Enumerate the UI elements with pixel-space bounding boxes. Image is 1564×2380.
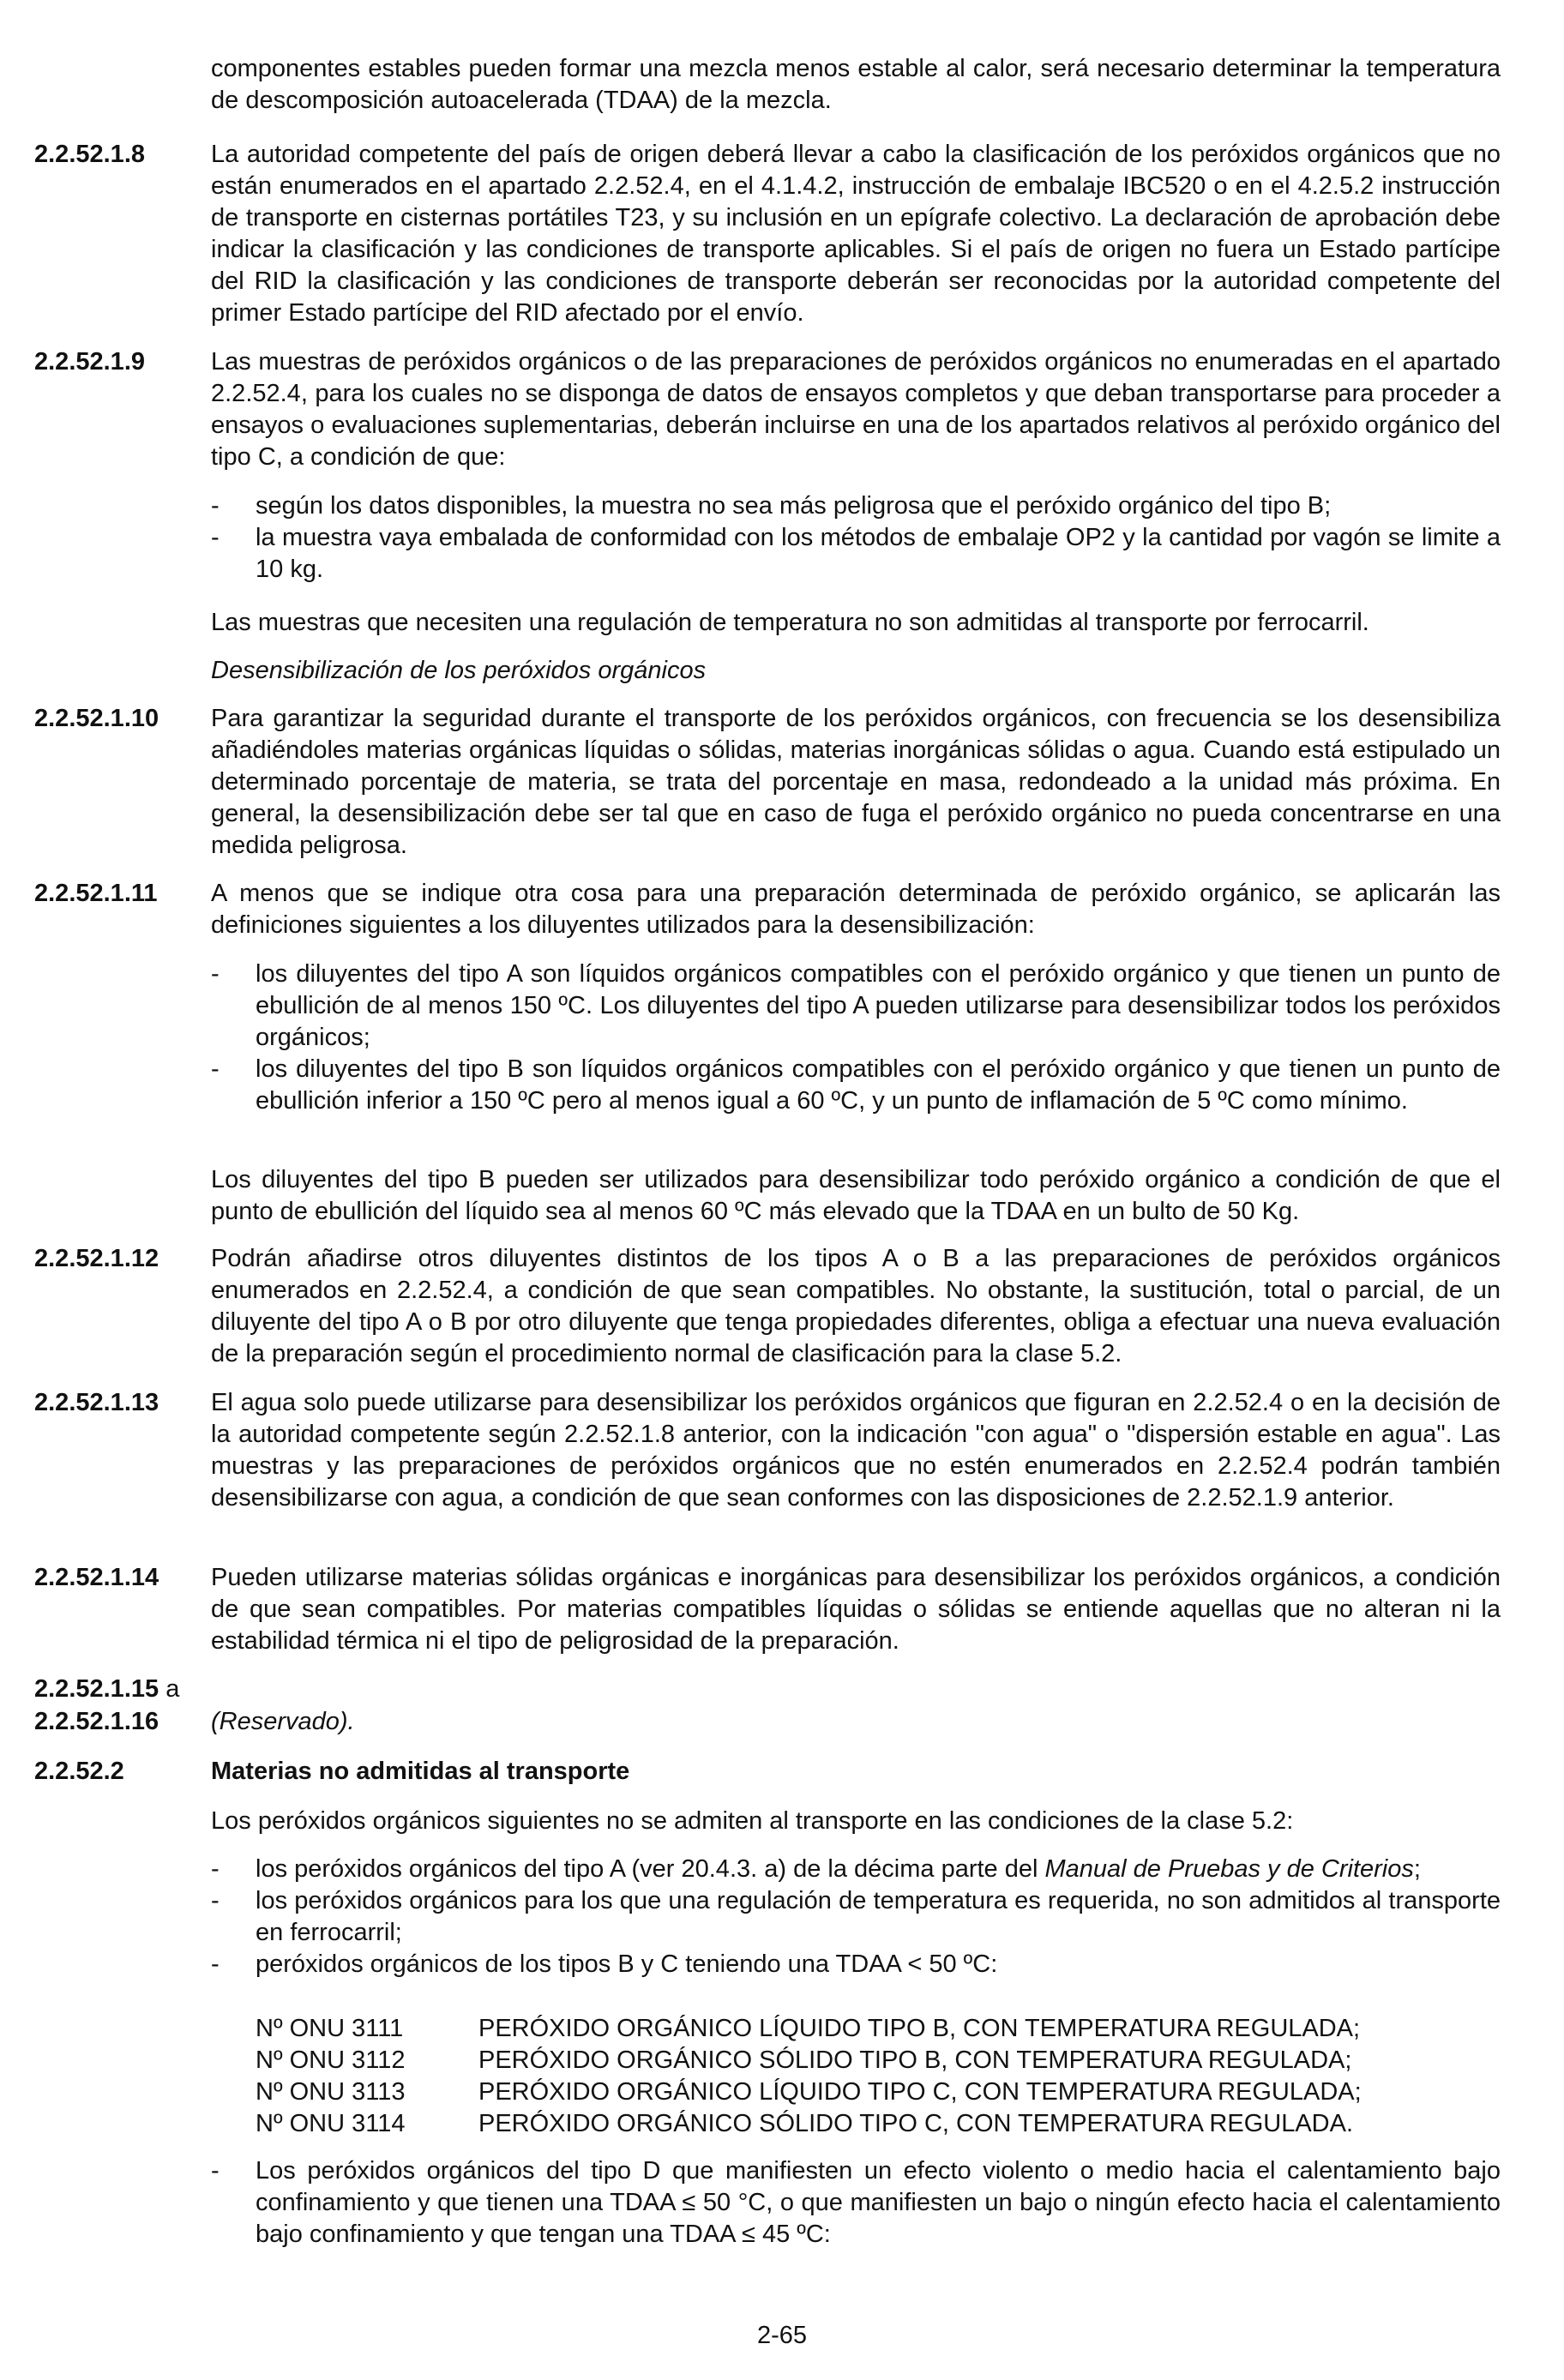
section-text: Pueden utilizarse materias sólidas orgánicas e inorgánicas para desensibilizar los peróxidos orgánicos, a condición de que sean compatibles. Por materias compatibles líquidas o sólidas se entiende aquellas que no alteran ni la estabilidad térmica ni el tipo de peligrosidad de la preparación. <box>211 1564 1501 1655</box>
list-item: - la muestra vaya embalada de conformidad con los métodos de embalaje OP2 y la cantidad por vagón se limite a 10 kg. <box>211 524 1501 583</box>
section-number: 2.2.52.1.16 <box>34 1708 159 1735</box>
section-text: El agua solo puede utilizarse para desensibilizar los peróxidos orgánicos que figuran en 2.2.52.4 o en la decisión de la autoridad competente según 2.2.52.1.8 anterior, con la indicación "con agua" o "dispersión estable en agua". Las muestras y las preparaciones de peróxidos orgánicos que no estén enumerados en 2.2.52.4 podrán también desensibilizarse con agua, a condición de que sean conformes con las disposiciones de 2.2.52.1.9 anterior. <box>211 1389 1501 1512</box>
list-item: - Los peróxidos orgánicos del tipo D que manifiesten un efecto violento o medio hacia el calentamiento bajo confinamiento y que tienen una TDAA ≤ 50 °C, o que manifiesten un bajo o ningún efecto hacia el calentamiento bajo confinamiento y que tengan una TDAA ≤ 45 ºC: <box>211 2157 1501 2248</box>
list-item: - peróxidos orgánicos de los tipos B y C teniendo una TDAA < 50 ºC: <box>211 1950 998 1978</box>
list-item: - los diluyentes del tipo B son líquidos orgánicos compatibles con el peróxido orgánico y que tienen un punto de ebullición inferior a 150 ºC pero al menos igual a 60 ºC, y un punto de inflamación de 5 ºC como mínimo. <box>211 1055 1501 1115</box>
section-number: 2.2.52.1.9 <box>34 348 145 376</box>
list-item: - los diluyentes del tipo A son líquidos orgánicos compatibles con el peróxido orgánico y que tienen un punto de ebullición de al menos 150 ºC. Los diluyentes del tipo A pueden utilizarse para desensibilizar todos los peróxidos orgánicos; <box>211 960 1501 1051</box>
list-item: - según los datos disponibles, la muestra no sea más peligrosa que el peróxido orgánico del tipo B; <box>211 492 1332 520</box>
onu-row: Nº ONU 3114 PERÓXIDO ORGÁNICO SÓLIDO TIPO C, CON TEMPERATURA REGULADA. <box>256 2110 1354 2137</box>
section-title: Materias no admitidas al transporte <box>211 1758 630 1785</box>
section-number: 2.2.52.1.10 <box>34 705 159 732</box>
section-number: 2.2.52.1.15 <box>34 1675 159 1703</box>
onu-row: Nº ONU 3113 PERÓXIDO ORGÁNICO LÍQUIDO TIPO C, CON TEMPERATURA REGULADA; <box>256 2078 1362 2106</box>
list-item: - los peróxidos orgánicos del tipo A (ver 20.4.3. a) de la décima parte del Manual de Pruebas y de Criterios; <box>211 1855 1421 1883</box>
section-text: La autoridad competente del país de origen deberá llevar a cabo la clasificación de los peróxidos orgánicos que no están enumerados en el apartado 2.2.52.4, en el 4.1.4.2, instrucción de embalaje IBC520 o en el 4.2.5.2 instrucción de transporte en cisternas portátiles T23, y su inclusión en un epígrafe colectivo. La declaración de aprobación debe indicar la clasificación y las condiciones de transporte aplicables. Si el país de origen no fuera un Estado partícipe del RID la clasificación y las condiciones de transporte deberán ser reconocidas por la autoridad competente del primer Estado partícipe del RID afectado por el envío. <box>211 141 1501 327</box>
document-page: componentes estables pueden formar una mezcla menos estable al calor, será necesario determinar la temperatura de descomposición autoacelerada (TDAA) de la mezcla. 2.2.52.1.8 La autoridad competente del país de origen deberá llevar a cabo la clasificación de los peróxidos orgánicos que no están enumerados en el apartado 2.2.52.4, en el 4.1.4.2, instrucción de embalaje IBC520 o en el 4.2.5.2 instrucción de transporte en cisternas portátiles T23, y su inclusión en un epígrafe colectivo. La declaración de aprobación debe indicar la clasificación y las condiciones de transporte aplicables. Si el país de origen no fuera un Estado partícipe del RID la clasificación y las condiciones de transporte deberán ser reconocidas por la autoridad competente del primer Estado partícipe del RID afectado por el envío. 2.2.52.1.9 Las muestras de peróxidos orgánicos o de las preparaciones de peróxidos orgánicos no enumeradas en el apartado 2.2.52.4, para los cuales no se disponga de datos de ensayos completos y que deban transportarse para proceder a ensayos o evaluaciones suplementarias, deberán incluirse en una de los apartados relativos al peróxido orgánico del tipo C, a condición de que: - según los datos disponibles, la muestra no sea más peligrosa que el peróxido orgánico del tipo B; - la muestra vaya embalada de conformidad con los métodos de embalaje OP2 y la cantidad por vagón se limite a 10 kg. Las muestras que necesiten una regulación de temperatura no son admitidas al transporte por ferrocarril. Desensibilización de los peróxidos orgánicos 2.2.52.1.10 Para garantizar la seguridad durante el transporte de los peróxidos orgánicos, con frecuencia se los desensibiliza añadiéndoles materias orgánicas líquidas o sólidas, materias inorgánicas sólidas o agua. Cuando está estipulado un determinado porcentaje de materia, se trata del porcentaje en masa, redondeado a la unidad más próxima. En general, la desensibilización debe ser tal que en caso de fuga el peróxido orgánico no pueda concentrarse en una medida peligrosa. 2.2.52.1.11 A menos que se indique otra cosa para una preparación determinada de peróxido orgánico, se aplicarán las definiciones siguientes a los diluyentes utilizados para la desensibilización: - los diluyentes del tipo A son líquidos orgánicos compatibles con el peróxido orgánico y que tienen un punto de ebullición de al menos 150 ºC. Los diluyentes del tipo A pueden utilizarse para desensibilizar todos los peróxidos orgánicos; - los diluyentes del tipo B son líquidos orgánicos compatibles con el peróxido orgánico y que tienen un punto de ebullición inferior a 150 ºC pero al menos igual a 60 ºC, y un punto de inflamación de 5 ºC como mínimo. Los diluyentes del tipo B pueden ser utilizados para desensibilizar todo peróxido orgánico a condición de que el punto de ebullición del líquido sea al menos 60 ºC más elevado que la TDAA en un bulto de 50 Kg. 2.2.52.1.12 Podrán añadirse otros diluyentes distintos de los tipos A o B a las preparaciones de peróxidos orgánicos enumerados en 2.2.52.4, a condición de que sean compatibles. No obstante, la sustitución, total o parcial, de un diluyente del tipo A o B por otro diluyente que tenga propiedades diferentes, obliga a efectuar una nueva evaluación de la preparación según el procedimiento normal de clasificación para la clase 5.2. 2.2.52.1.13 El agua solo puede utilizarse para desensibilizar los peróxidos orgánicos que figuran en 2.2.52.4 o en la decisión de la autoridad competente según 2.2.52.1.8 anterior, con la indicación "con agua" o "dispersión estable en agua". Las muestras y las preparaciones de peróxidos orgánicos que no estén enumerados en 2.2.52.4 podrán también desensibilizarse con agua, a condición de que sean conformes con las disposiciones de 2.2.52.1.9 anterior. 2.2.52.1.14 Pueden utilizarse materias sólidas orgánicas e inorgánicas para desensibilizar los peróxidos orgánicos, a condición de que sean compatibles. Por materias compatibles líquidas o sólidas se entiende aquellas que no alteran ni la estabilidad térmica ni el tipo de peligrosidad de la preparación. 2.2.52.1.15 a 2.2.52.1.16 (Reservado). 2.2.52.2 Materias no admitidas al transporte Los peróxidos orgánicos siguientes no se admiten al transporte en las condiciones de la clase 5.2: - los peróxidos orgánicos del tipo A (ver 20.4.3. a) de la décima parte del Manual de Pruebas y de Criterios; - los peróxidos orgánicos para los que una regulación de temperatura es requerida, no son admitidos al transporte en ferrocarril; - peróxidos orgánicos de los tipos B y C teniendo una TDAA < 50 ºC: Nº ONU 3111 PERÓXIDO ORGÁNICO LÍQUIDO TIPO B, CON TEMPERATURA REGULADA; Nº ONU 3112 PERÓXIDO ORGÁNICO SÓLIDO TIPO B, CON TEMPERATURA REGULADA; Nº ONU 3113 PERÓXIDO ORGÁNICO LÍQUIDO TIPO C, CON TEMPERATURA REGULADA; Nº ONU 3114 PERÓXIDO ORGÁNICO SÓLIDO TIPO C, CON TEMPERATURA REGULADA. - Los peróxidos orgánicos del tipo D que manifiesten un efecto violento o medio hacia el calentamiento bajo confinamiento y que tienen una TDAA ≤ 50 °C, o que manifiesten un bajo o ningún efecto hacia el calentamiento bajo confinamiento y que tengan una TDAA ≤ 45 ºC: 2-65 <box>0 0 1564 2380</box>
section-number: 2.2.52.1.13 <box>34 1389 159 1416</box>
section-number: 2.2.52.1.12 <box>34 1245 159 1272</box>
section-number: 2.2.52.1.8 <box>34 141 145 168</box>
list-item: - los peróxidos orgánicos para los que una regulación de temperatura es requerida, no son admitidos al transporte en ferrocarril; <box>211 1887 1501 1946</box>
section-number: 2.2.52.1.11 <box>34 880 158 907</box>
section-text: A menos que se indique otra cosa para una preparación determinada de peróxido orgánico, se aplicarán las definiciones siguientes a los diluyentes utilizados para la desensibilización: <box>211 880 1501 939</box>
section-number: 2.2.52.2 <box>34 1758 124 1785</box>
section-text: Las muestras de peróxidos orgánicos o de las preparaciones de peróxidos orgánicos no enumeradas en el apartado 2.2.52.4, para los cuales no se disponga de datos de ensayos completos y que deban transportarse para proceder a ensayos o evaluaciones suplementarias, deberán incluirse en una de los apartados relativos al peróxido orgánico del tipo C, a condición de que: <box>211 348 1501 471</box>
section-text: Podrán añadirse otros diluyentes distintos de los tipos A o B a las preparaciones de peróxidos orgánicos enumerados en 2.2.52.4, a condición de que sean compatibles. No obstante, la sustitución, total o parcial, de un diluyente del tipo A o B por otro diluyente que tenga propiedades diferentes, obliga a efectuar una nueva evaluación de la preparación según el procedimiento normal de clasificación para la clase 5.2. <box>211 1245 1501 1367</box>
page-number: 2-65 <box>756 2322 808 2349</box>
onu-row: Nº ONU 3111 PERÓXIDO ORGÁNICO LÍQUIDO TIPO B, CON TEMPERATURA REGULADA; <box>256 2015 1361 2042</box>
section-text: Para garantizar la seguridad durante el transporte de los peróxidos orgánicos, con frecuencia se los desensibiliza añadiéndoles materias orgánicas líquidas o sólidas, materias inorgánicas sólidas o agua. Cuando está estipulado un determinado porcentaje de materia, se trata del porcentaje en masa, redondeado a la unidad más próxima. En general, la desensibilización debe ser tal que en caso de fuga el peróxido orgánico no pueda concentrarse en una medida peligrosa. <box>211 705 1501 859</box>
onu-row: Nº ONU 3112 PERÓXIDO ORGÁNICO SÓLIDO TIPO B, CON TEMPERATURA REGULADA; <box>256 2046 1352 2074</box>
reserved-text: (Reservado). <box>211 1708 355 1735</box>
paragraph-text: componentes estables pueden formar una mezcla menos estable al calor, será necesario determinar la temperatura de descomposición autoacelerada (TDAA) de la mezcla. <box>211 55 1501 114</box>
section-number: 2.2.52.1.14 <box>34 1564 159 1591</box>
